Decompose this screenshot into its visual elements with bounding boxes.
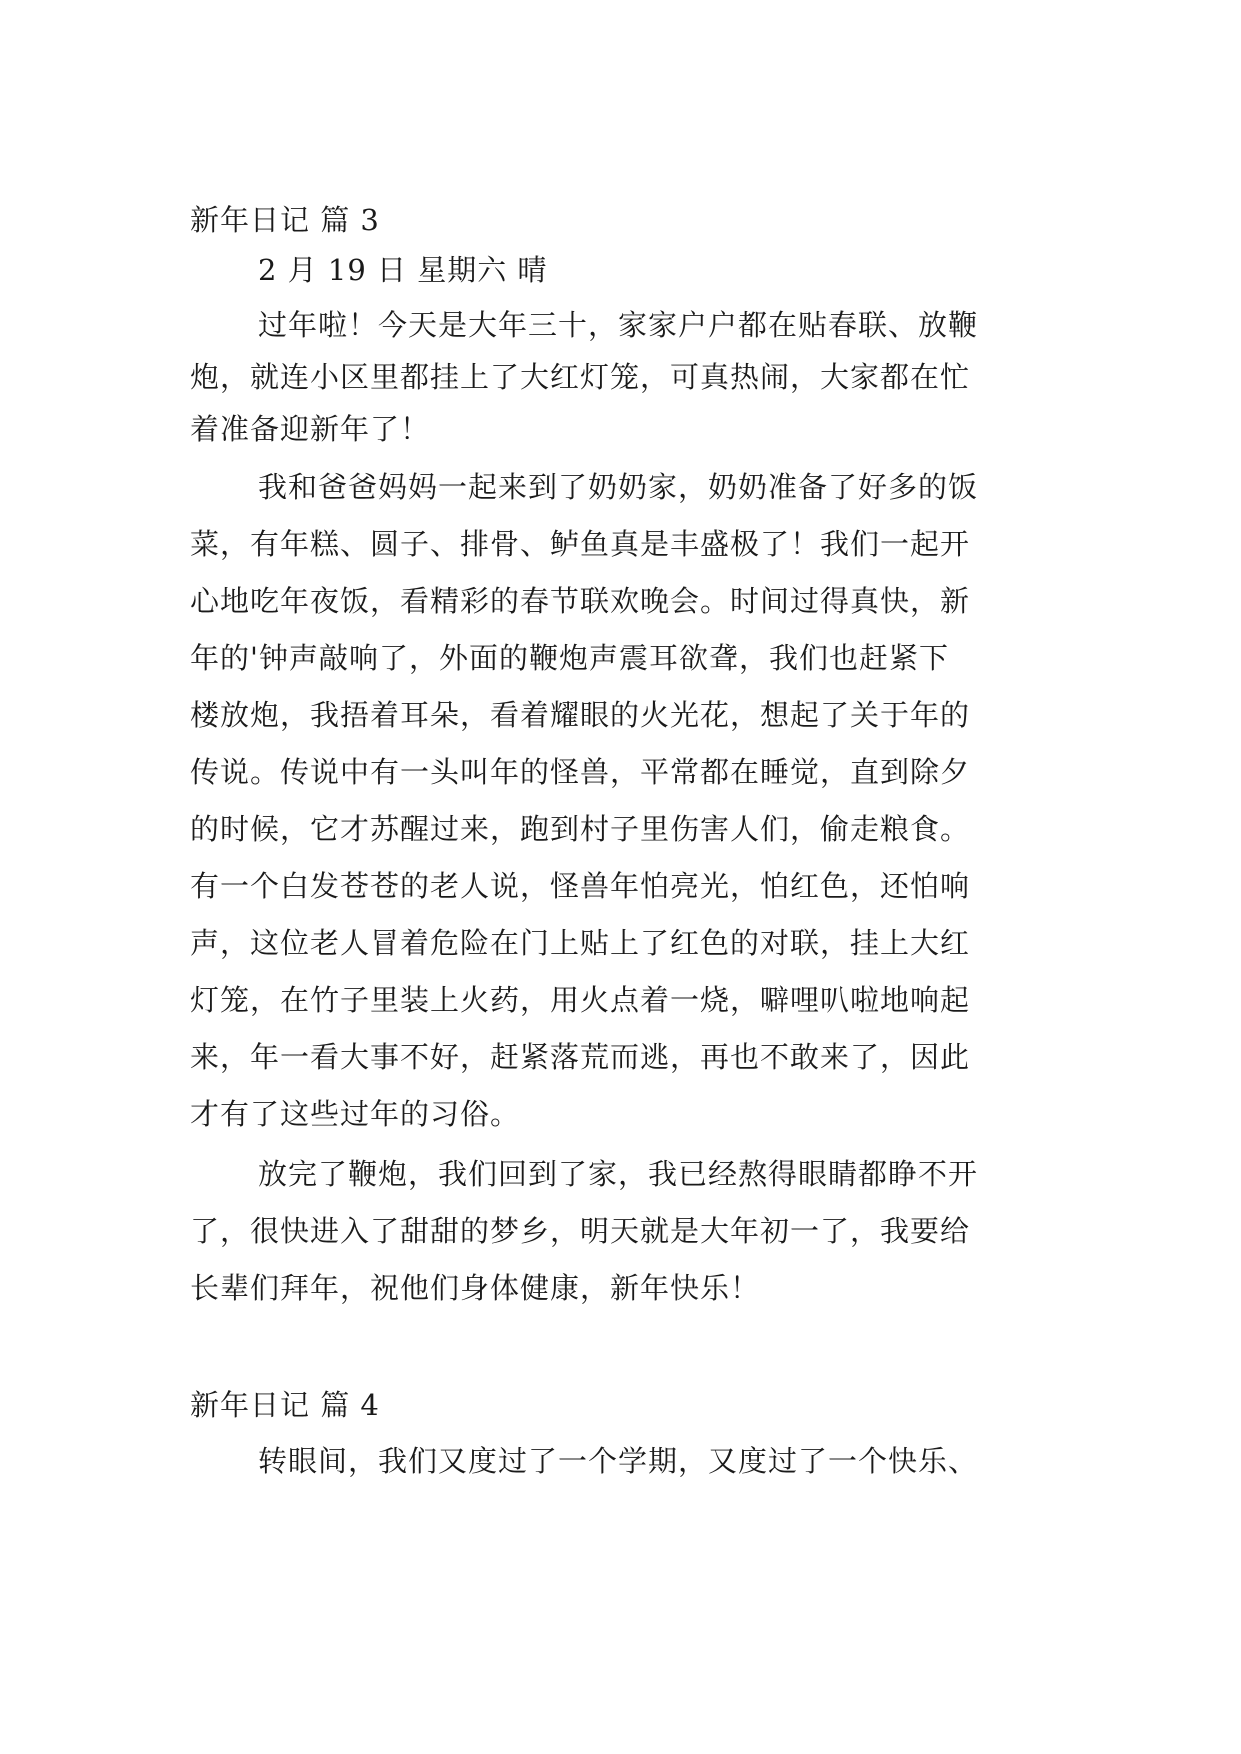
text-line: 声，这位老人冒着危险在门上贴上了红色的对联，挂上大红 — [190, 926, 971, 960]
section-heading: 新年日记 篇 3 — [190, 203, 380, 237]
text-line: 菜，有年糕、圆子、排骨、鲈鱼真是丰盛极了！我们一起开 — [190, 527, 971, 561]
text-line: 炮，就连小区里都挂上了大红灯笼，可真热闹，大家都在忙 — [190, 360, 971, 394]
section-heading: 新年日记 篇 4 — [190, 1388, 380, 1422]
text-line: 楼放炮，我捂着耳朵，看着耀眼的火光花，想起了关于年的 — [190, 698, 971, 732]
text-line: 的时候，它才苏醒过来，跑到村子里伤害人们，偷走粮食。 — [190, 812, 971, 846]
text-line: 了，很快进入了甜甜的梦乡，明天就是大年初一了，我要给 — [190, 1214, 971, 1248]
text-line: 着准备迎新年了！ — [190, 412, 431, 446]
text-line: 心地吃年夜饭，看精彩的春节联欢晚会。时间过得真快，新 — [190, 584, 971, 618]
text-line: 放完了鞭炮，我们回到了家，我已经熬得眼睛都睁不开 — [258, 1157, 979, 1191]
text-line: 有一个白发苍苍的老人说，怪兽年怕亮光，怕红色，还怕响 — [190, 869, 971, 903]
text-line: 灯笼，在竹子里装上火药，用火点着一烧，噼哩叭啦地响起 — [190, 983, 971, 1017]
text-line: 年的'钟声敲响了，外面的鞭炮声震耳欲聋，我们也赶紧下 — [190, 641, 949, 675]
text-line: 长辈们拜年，祝他们身体健康，新年快乐！ — [190, 1271, 761, 1305]
text-line: 传说。传说中有一头叫年的怪兽，平常都在睡觉，直到除夕 — [190, 755, 971, 789]
text-line: 过年啦！今天是大年三十，家家户户都在贴春联、放鞭 — [258, 308, 979, 342]
diary-date-line: 2 月 19 日 星期六 晴 — [258, 253, 548, 287]
text-line: 才有了这些过年的习俗。 — [190, 1097, 521, 1131]
text-line: 我和爸爸妈妈一起来到了奶奶家，奶奶准备了好多的饭 — [258, 470, 979, 504]
text-line: 来，年一看大事不好，赶紧落荒而逃，再也不敢来了，因此 — [190, 1040, 971, 1074]
text-line: 转眼间，我们又度过了一个学期，又度过了一个快乐、 — [258, 1444, 979, 1478]
